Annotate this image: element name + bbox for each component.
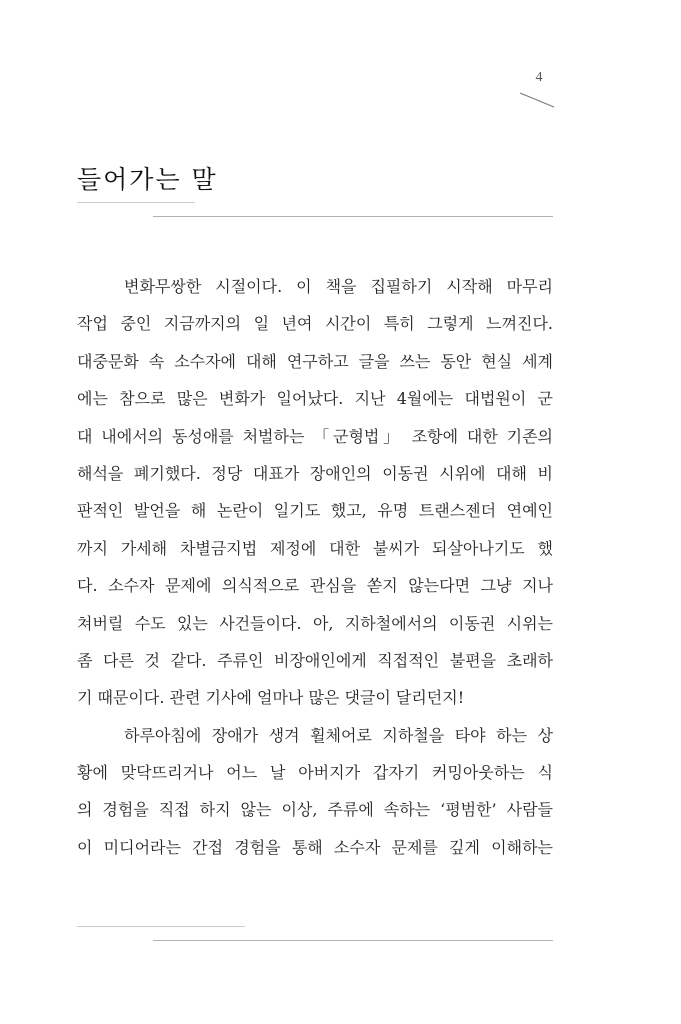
- body-line: 이 미디어라는 간접 경험을 통해 소수자 문제를 깊게 이해하는: [77, 837, 553, 857]
- body-line: 기 때문이다. 관련 기사에 얼마나 많은 댓글이 달리던지!: [77, 688, 465, 708]
- chapter-title: 들어가는 말: [77, 165, 218, 194]
- body-line: 다. 소수자 문제에 의식적으로 관심을 쏟지 않는다면 그냥 지나: [77, 576, 553, 596]
- body-line: 변화무쌍한 시절이다. 이 책을 집필하기 시작해 마무리: [124, 277, 553, 296]
- body-line: 좀 다른 것 같다. 주류인 비장애인에게 직접적인 불편을 초래하: [77, 650, 553, 670]
- body-line: 황에 맞닥뜨리거나 어느 날 아버지가 갑자기 커밍아웃하는 식: [77, 763, 553, 783]
- body-line: 대 내에서의 동성애를 처벌하는 「군형법」 조항에 대한 기존의: [77, 426, 553, 446]
- page-number: 4: [535, 70, 543, 85]
- body-text: [77, 268, 553, 866]
- body-line: 대중문화 속 소수자에 대해 연구하고 글을 쓰는 동안 현실 세계: [77, 351, 553, 371]
- body-line: 쳐버릴 수도 있는 사건들이다. 아, 지하철에서의 이동권 시위는: [77, 613, 553, 633]
- footer-rule-long: [153, 940, 553, 941]
- body-line: 하루아침에 장애가 생겨 휠체어로 지하철을 타야 하는 상: [124, 725, 553, 745]
- body-line: 작업 중인 지금까지의 일 년여 시간이 특히 그렇게 느껴진다.: [77, 314, 553, 334]
- body-line: 의 경험을 직접 하지 않는 이상, 주류에 속하는 ‘평범한’ 사람들: [77, 800, 553, 820]
- title-underline-short: [77, 202, 195, 203]
- body-line: 까지 가세해 차별금지법 제정에 대한 불씨가 되살아나기도 했: [77, 538, 553, 558]
- body-line: 에는 참으로 많은 변화가 일어났다. 지난 4월에는 대법원이 군: [77, 389, 553, 409]
- title-underline-long: [153, 216, 553, 217]
- corner-decoration-line: [520, 93, 558, 109]
- body-line: 판적인 발언을 해 논란이 일기도 했고, 유명 트랜스젠더 연예인: [77, 501, 553, 521]
- body-line: 해석을 폐기했다. 정당 대표가 장애인의 이동권 시위에 대해 비: [77, 463, 553, 483]
- footer-rule-short: [77, 926, 245, 927]
